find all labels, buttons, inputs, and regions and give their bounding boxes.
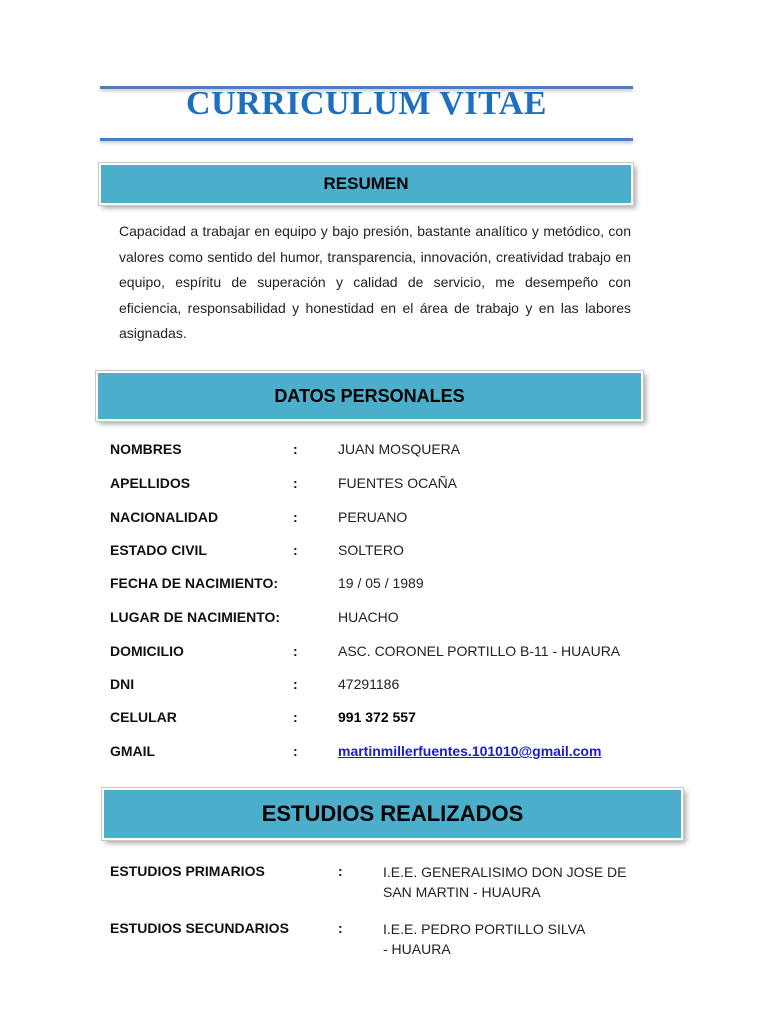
row-label: GMAIL xyxy=(110,743,156,759)
email-link[interactable]: martinmillerfuentes.101010@gmail.com xyxy=(338,743,602,759)
personal-heading: DATOS PERSONALES xyxy=(96,371,643,421)
row-label: APELLIDOS xyxy=(110,475,191,491)
row-value: PERUANO xyxy=(338,509,408,525)
row-colon: : xyxy=(338,920,343,936)
row-colon: : xyxy=(293,709,298,725)
row-label: FECHA DE NACIMIENTO: xyxy=(110,575,278,591)
row-value: 47291186 xyxy=(338,676,400,692)
study-line: - HUAURA xyxy=(383,941,451,957)
row-value: FUENTES OCAÑA xyxy=(338,475,458,491)
row-label: NOMBRES xyxy=(110,441,182,457)
row-colon: : xyxy=(338,863,343,879)
row-label: ESTADO CIVIL xyxy=(110,542,207,558)
row-value: ASC. CORONEL PORTILLO B-11 - HUAURA xyxy=(338,643,621,659)
page-title: CURRICULUM VITAE xyxy=(186,85,547,122)
row-label: LUGAR DE NACIMIENTO: xyxy=(110,609,281,625)
row-colon: : xyxy=(293,441,298,457)
summary-text: Capacidad a trabajar en equipo y bajo presión, bastante analítico y metódico, con valores como sentido del humor, transparencia, innovación, creatividad trabajo en equipo, espíritu de superación y calidad de servicio, me desempeño con eficiencia, responsabilidad y honestidad en el área de trabajo y en las labores asignadas. xyxy=(119,223,631,341)
row-colon: : xyxy=(293,743,298,759)
row-colon: : xyxy=(293,542,298,558)
row-value: JUAN MOSQUERA xyxy=(338,441,461,457)
study-value-primary xyxy=(383,862,627,902)
row-value: 991 372 557 xyxy=(338,709,416,725)
row-value: 19 / 05 / 1989 xyxy=(338,575,424,591)
title-rule-bottom xyxy=(100,138,633,141)
row-label: NACIONALIDAD xyxy=(110,509,219,525)
row-value: HUACHO xyxy=(338,609,399,625)
row-label: CELULAR xyxy=(110,709,177,725)
row-colon: : xyxy=(293,509,298,525)
row-colon: : xyxy=(293,676,298,692)
study-value-secondary xyxy=(383,919,585,959)
row-value: SOLTERO xyxy=(338,542,404,558)
row-colon: : xyxy=(293,643,298,659)
study-line: I.E.E. PEDRO PORTILLO SILVA xyxy=(383,921,586,937)
row-label: DNI xyxy=(110,676,135,692)
row-label: ESTUDIOS SECUNDARIOS xyxy=(110,920,289,936)
study-line: SAN MARTIN - HUAURA xyxy=(383,884,541,900)
studies-heading: ESTUDIOS REALIZADOS xyxy=(102,788,683,840)
study-line: I.E.E. GENERALISIMO DON JOSE DE xyxy=(383,864,627,880)
row-label: ESTUDIOS PRIMARIOS xyxy=(110,863,265,879)
summary-heading: RESUMEN xyxy=(99,163,633,205)
row-label: DOMICILIO xyxy=(110,643,184,659)
row-colon: : xyxy=(293,475,298,491)
